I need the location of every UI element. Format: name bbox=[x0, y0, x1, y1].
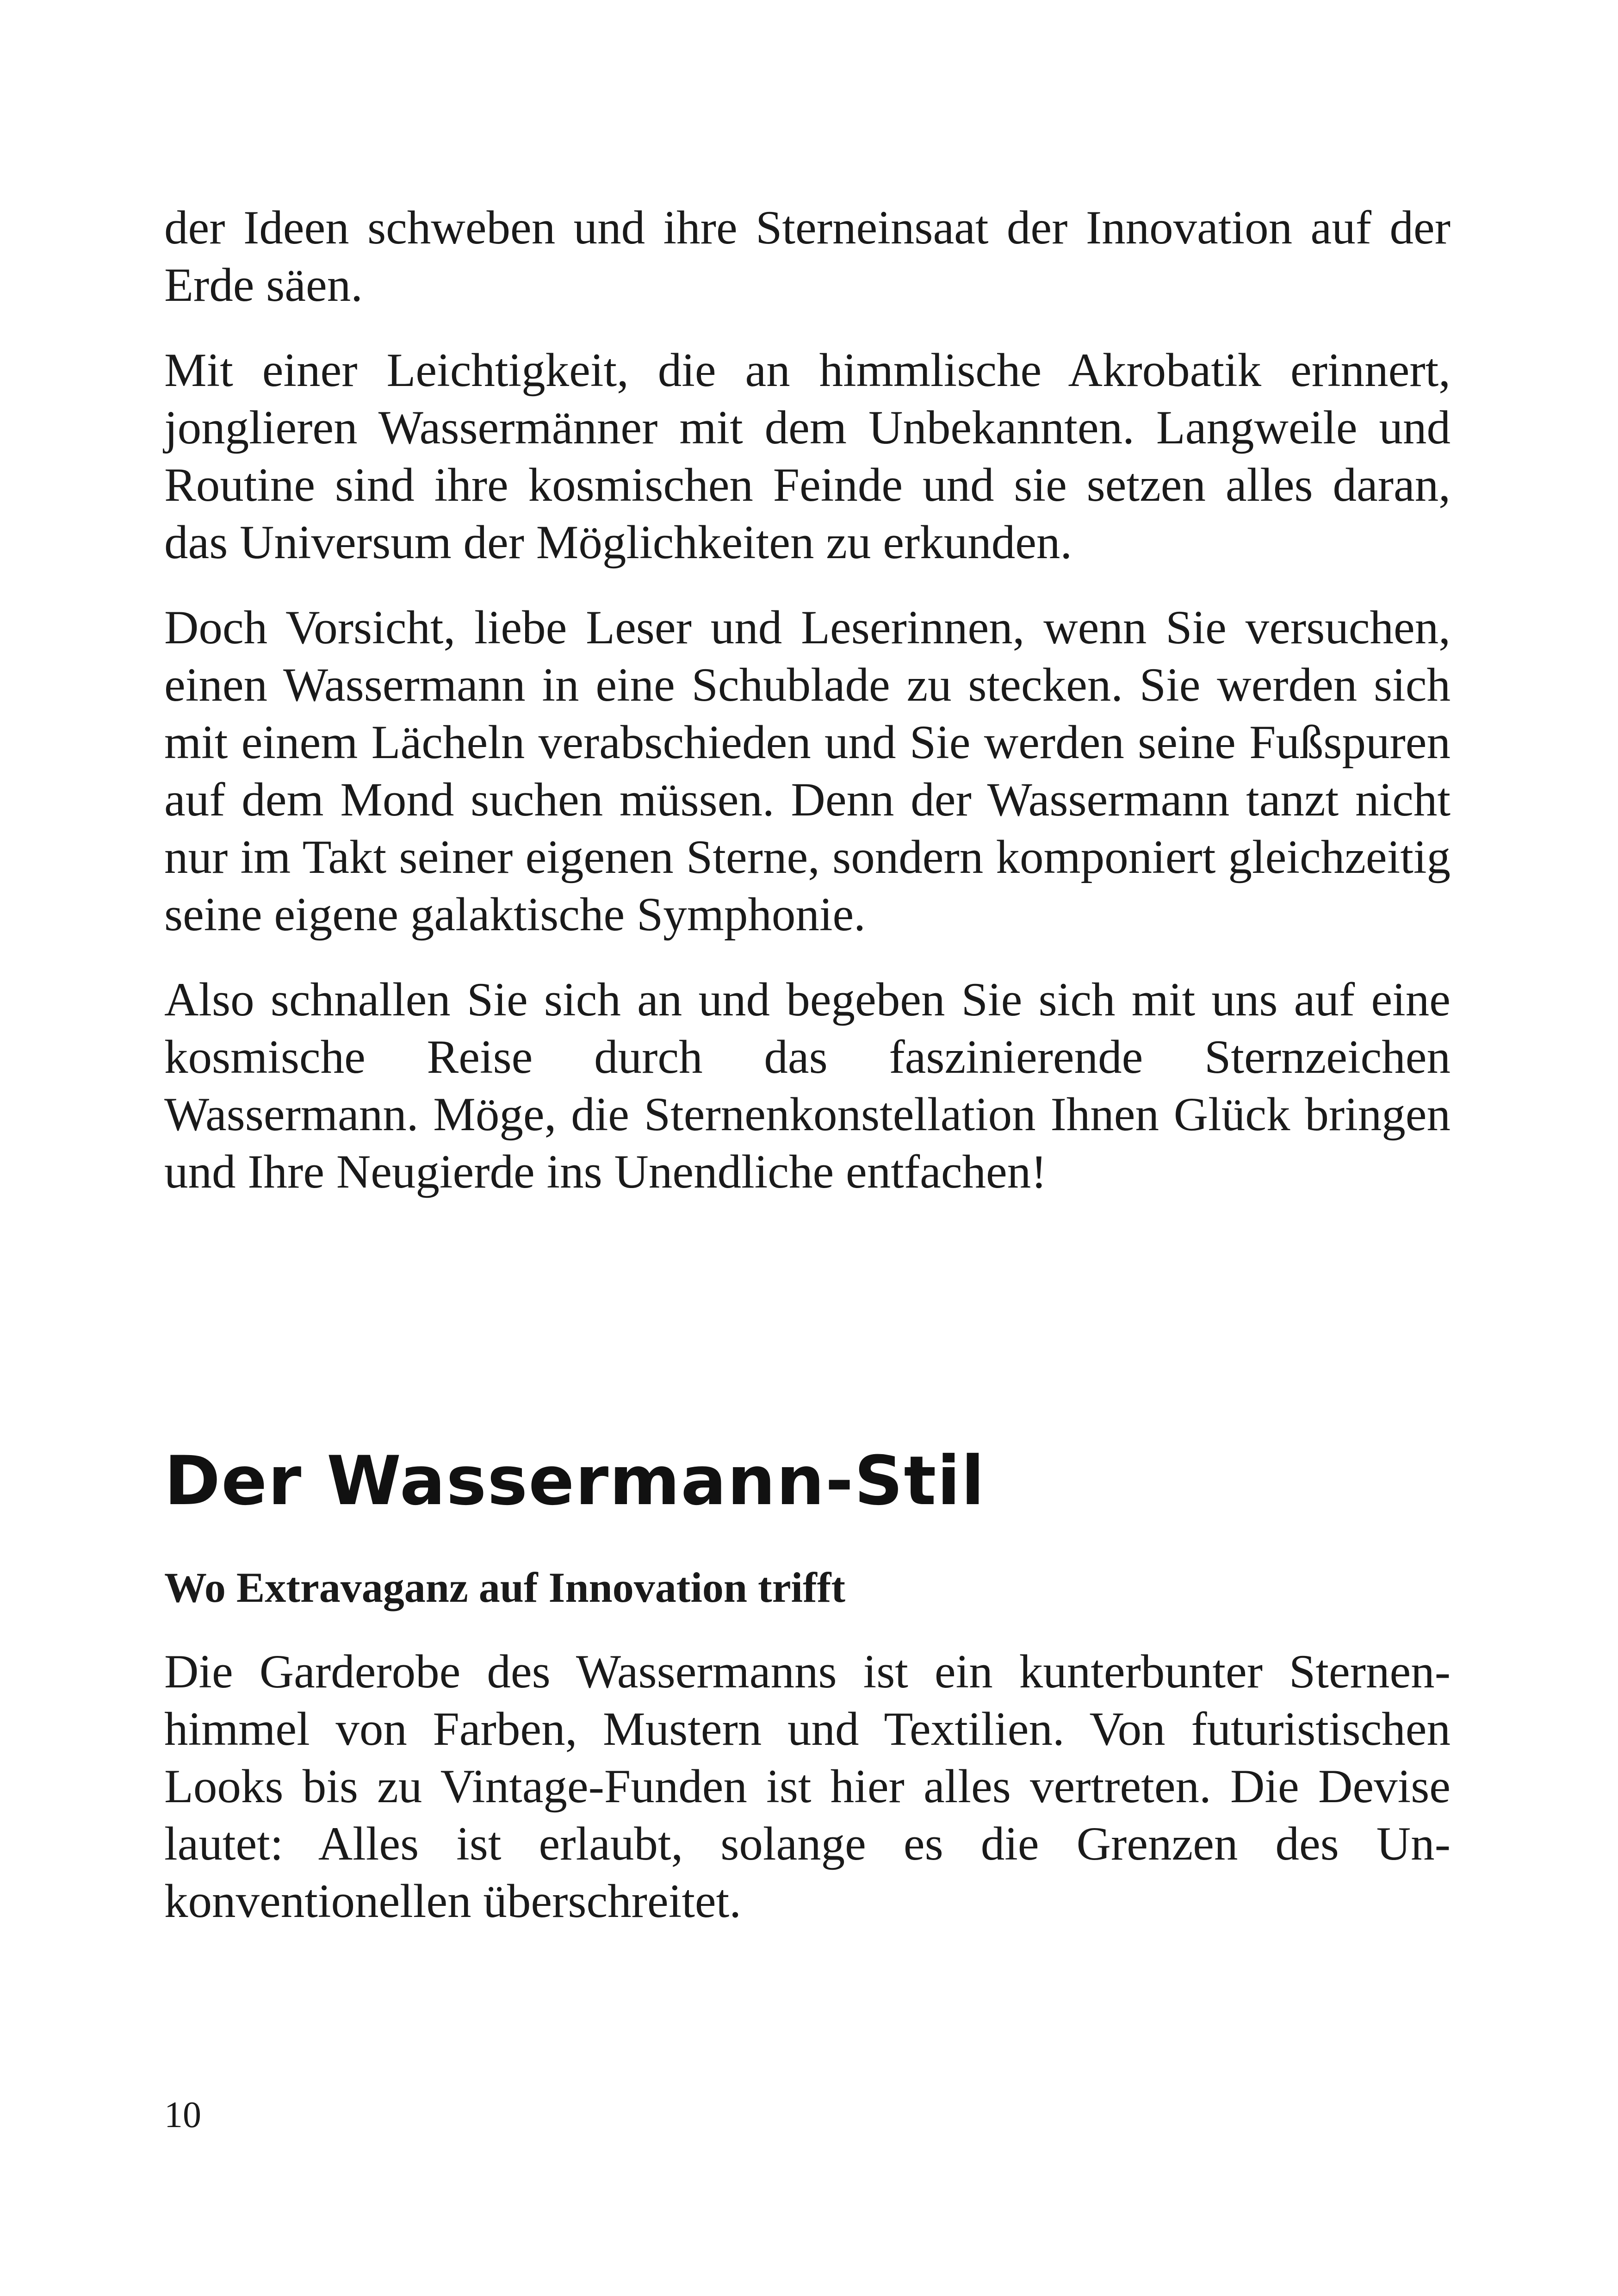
section-subtitle: Wo Extravaganz auf Innovation trifft bbox=[164, 1564, 845, 1611]
page-number: 10 bbox=[164, 2095, 201, 2135]
section-text-block bbox=[164, 1643, 1451, 1930]
paragraph-1: der Ideen schweben und ihre Sterneinsaat der Innovation auf der Erde säen. bbox=[164, 201, 1451, 311]
section-title: Der Wassermann-Stil bbox=[164, 1442, 986, 1520]
section-paragraph: Die Garderobe des Wassermanns ist ein kunterbunter Sternenhimmel von Farben, Mustern und Textilien. Von futuristischen Looks bis zu Vintage-Funden ist hier alles vertreten. Die Devise lautet: Alles ist erlaubt, solange es die Grenzen des Unkonventionellen überschreitet. bbox=[164, 1645, 1451, 1928]
paragraph-4: Also schnallen Sie sich an und begeben Sie sich mit uns auf eine kosmische Reise durch das faszinierende Sternzeichen Wassermann. Möge, die Sternenkonstellation Ihnen Glück bringen und Ihre Neugierde ins Unendliche entfachen! bbox=[164, 973, 1451, 1198]
paragraph-2: Mit einer Leichtigkeit, die an himmlische Akrobatik erinnert, jonglieren Wassermänner mit dem Unbekannten. Langweile und Routine sind ihre kosmischen Feinde und sie setzen alles daran, das Universum der Möglichkeiten zu erkunden. bbox=[164, 344, 1451, 569]
paragraph-3: Doch Vorsicht, liebe Leser und Leserinnen, wenn Sie versuchen, einen Wassermann in eine Schublade zu stecken. Sie werden sich mit einem Lächeln verabschieden und Sie werden seine Fußspuren auf dem Mond suchen müssen. Denn der Wassermann tanzt nicht nur im Takt seiner eigenen Sterne, sondern komponiert gleichzeitig seine eigene galaktische Symphonie. bbox=[164, 601, 1451, 941]
intro-text-block bbox=[164, 199, 1451, 1201]
